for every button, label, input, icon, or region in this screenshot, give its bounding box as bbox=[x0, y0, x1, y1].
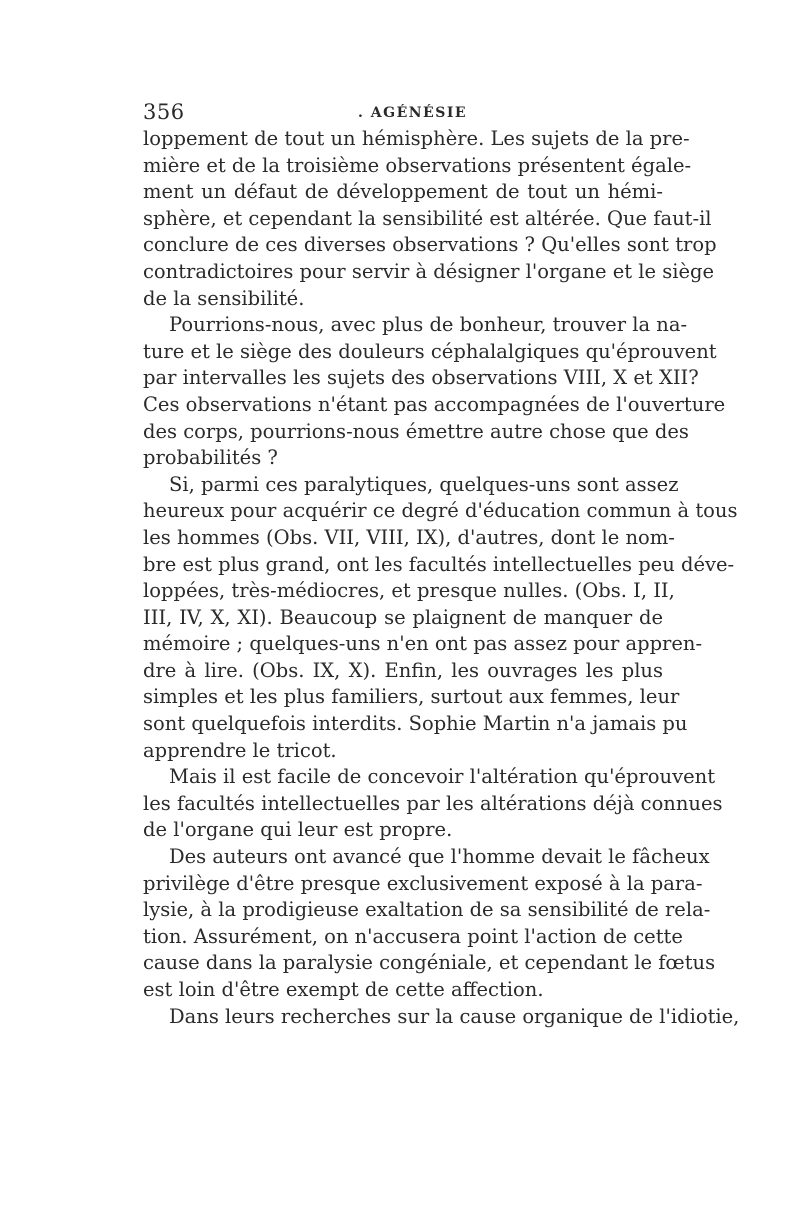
text-line: cause dans la paralysie congéniale, et cependant le fœtus bbox=[143, 951, 716, 975]
text-line: mière et de la troisième observations présentent égale- bbox=[143, 153, 692, 177]
text-line: apprendre le tricot. bbox=[143, 738, 337, 762]
text-line: Si, parmi ces paralytiques, quelques-uns sont assez bbox=[169, 472, 679, 496]
running-title: . AGÉNÉSIE bbox=[358, 105, 468, 121]
text-line: loppement de tout un hémisphère. Les sujets de la pre- bbox=[143, 127, 690, 150]
text-line: probabilités ? bbox=[143, 446, 278, 470]
text-line: par intervalles les sujets des observations VIII, X et XII? bbox=[143, 366, 699, 390]
text-line: privilège d'être presque exclusivement exposé à la para- bbox=[143, 871, 703, 895]
text-line: III, IV, X, XI). Beaucoup se plaignent de manquer de bbox=[143, 605, 663, 629]
text-line: Pourrions-nous, avec plus de bonheur, trouver la na- bbox=[169, 313, 688, 337]
text-line: loppées, très-médiocres, et presque nulles. (Obs. I, II, bbox=[143, 579, 675, 603]
text-line: sont quelquefois interdits. Sophie Martin n'a jamais pu bbox=[143, 712, 688, 736]
text-line: sphère, et cependant la sensibilité est altérée. Que faut-il bbox=[143, 206, 712, 230]
text-line: est loin d'être exempt de cette affection. bbox=[143, 978, 544, 1001]
text-line: Dans leurs recherches sur la cause organique de l'idiotie, bbox=[169, 1004, 740, 1028]
text-line: conclure de ces diverses observations ? Qu'elles sont trop bbox=[143, 233, 717, 257]
page-header bbox=[143, 100, 663, 126]
text-line: Mais il est facile de concevoir l'altération qu'éprouvent bbox=[169, 765, 716, 789]
page-number: 356 bbox=[143, 100, 185, 124]
text-line: mémoire ; quelques-uns n'en ont pas assez pour appren- bbox=[143, 632, 703, 656]
text-line: simples et les plus familiers, surtout aux femmes, leur bbox=[143, 685, 680, 709]
text-line: heureux pour acquérir ce degré d'éducation commun à tous bbox=[143, 499, 738, 523]
text-line: les facultés intellectuelles par les altérations déjà connues bbox=[143, 791, 723, 815]
text-line: tion. Assurément, on n'accusera point l'action de cette bbox=[143, 924, 683, 948]
text-line: les hommes (Obs. VII, VIII, IX), d'autres, dont le nom- bbox=[143, 525, 675, 549]
text-line: contradictoires pour servir à désigner l'organe et le siège bbox=[143, 259, 715, 283]
body-text bbox=[143, 126, 740, 1030]
text-line: lysie, à la prodigieuse exaltation de sa sensibilité de rela- bbox=[143, 898, 711, 922]
text-line: de l'organe qui leur est propre. bbox=[143, 818, 453, 842]
text-line: Ces observations n'étant pas accompagnées de l'ouverture bbox=[143, 392, 726, 416]
text-line: ment un défaut de développement de tout un hémi- bbox=[143, 180, 663, 204]
text-line: ture et le siège des douleurs céphalalgiques qu'éprouvent bbox=[143, 339, 717, 363]
text-line: des corps, pourrions-nous émettre autre chose que des bbox=[143, 419, 689, 443]
text-line: de la sensibilité. bbox=[143, 286, 305, 310]
text-line: dre à lire. (Obs. IX, X). Enfin, les ouvrages les plus bbox=[143, 658, 663, 682]
text-line: bre est plus grand, ont les facultés intellectuelles peu déve- bbox=[143, 552, 735, 576]
text-line: Des auteurs ont avancé que l'homme devait le fâcheux bbox=[169, 845, 710, 869]
